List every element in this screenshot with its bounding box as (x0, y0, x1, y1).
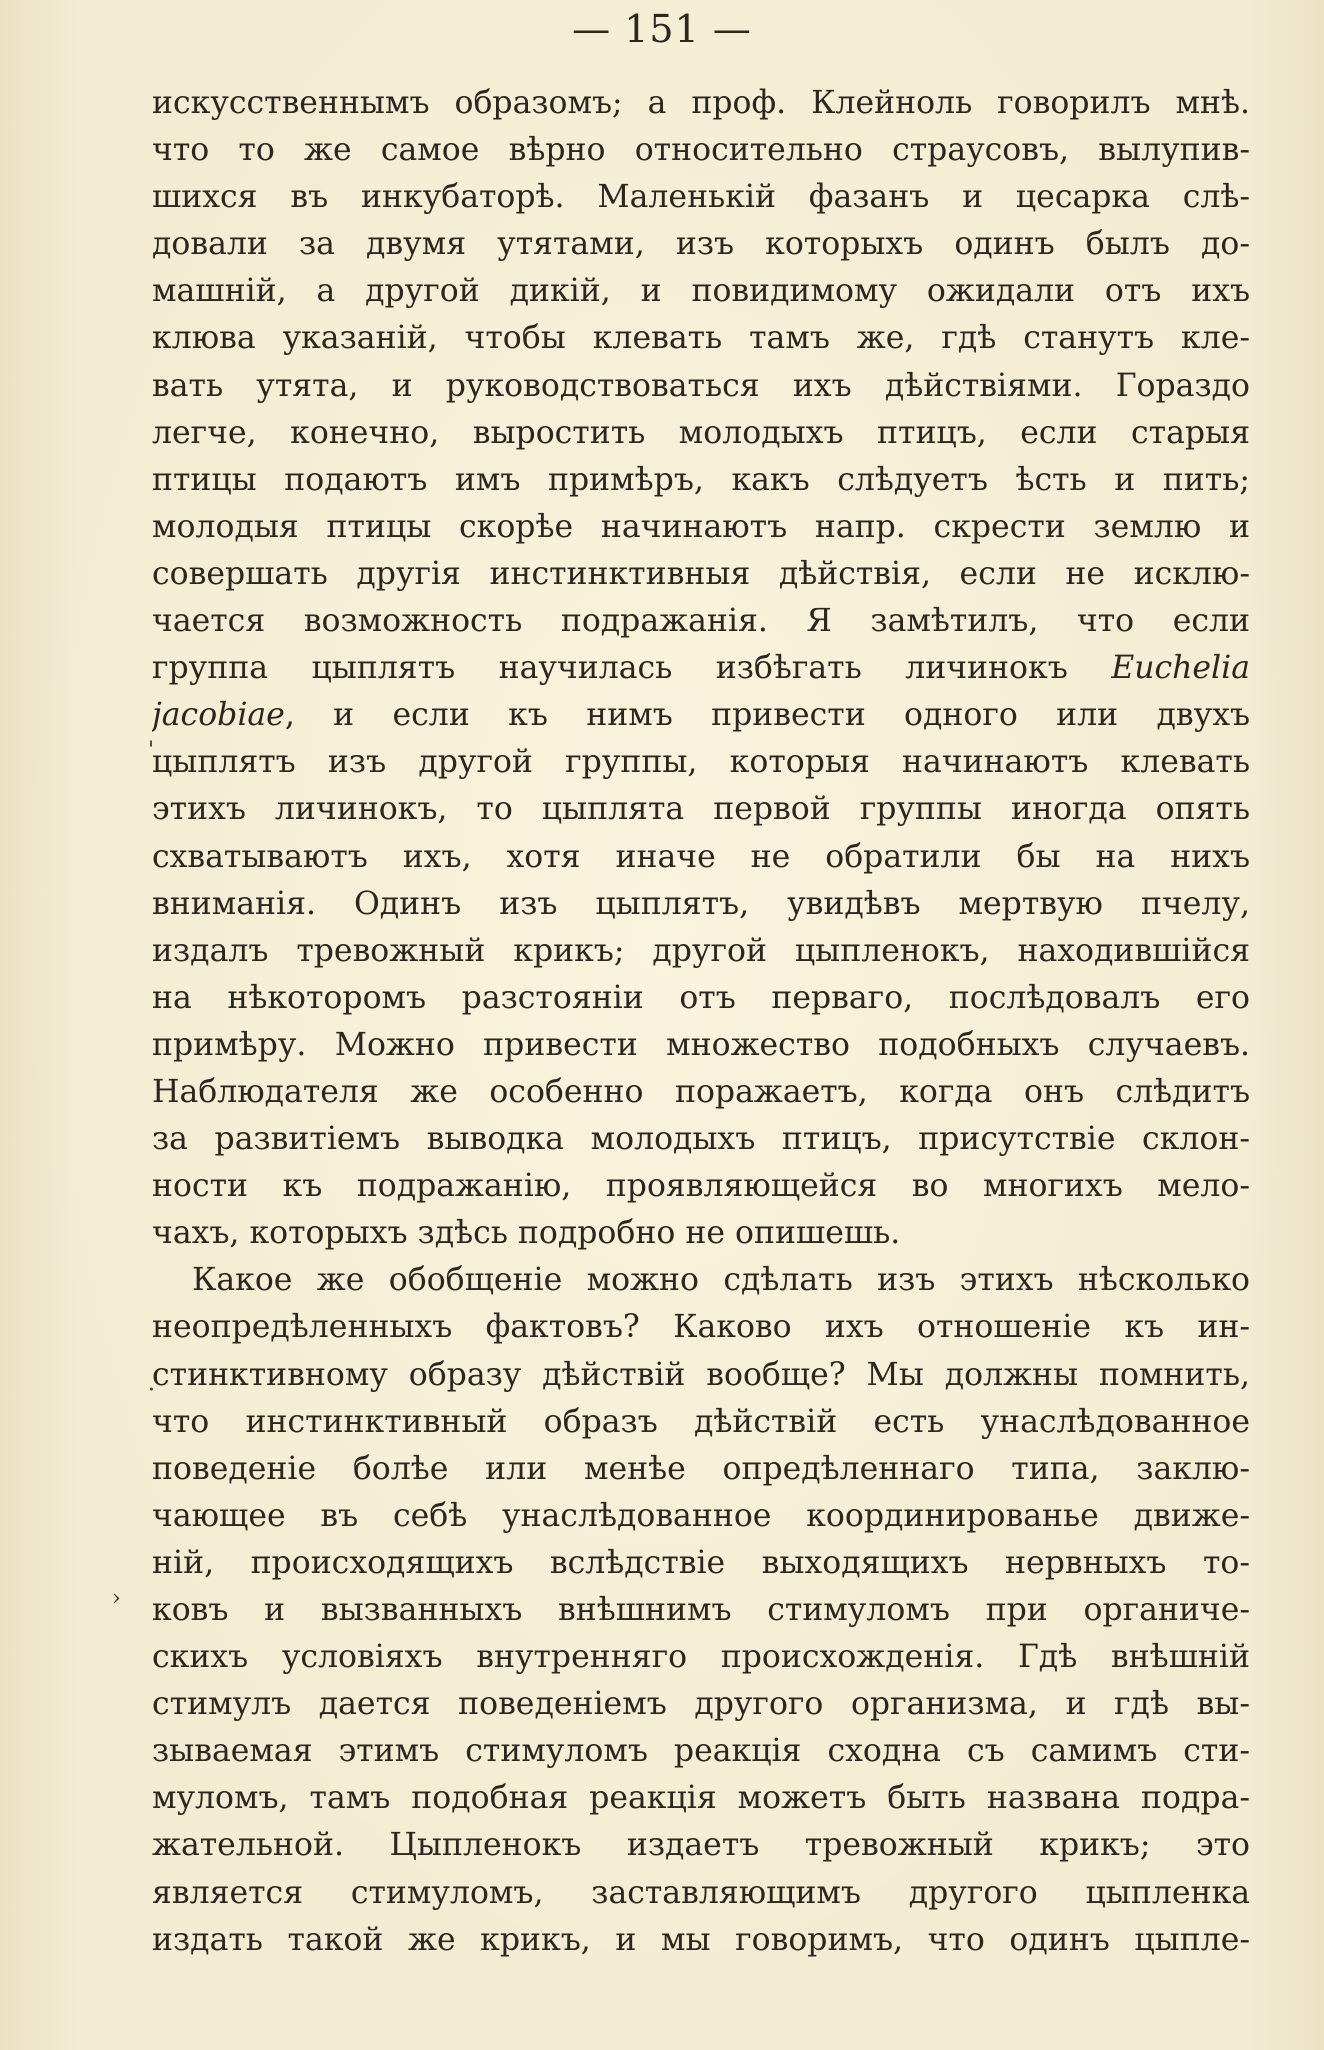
text-line: скихъ условіяхъ внутренняго происхожденія. Гдѣ внѣшній (152, 1639, 1250, 1676)
text-line: клюва указаній, чтобы клевать тамъ же, гдѣ станутъ кле- (152, 320, 1250, 357)
text-line: поведеніе болѣе или менѣе опредѣленнаго типа, заклю- (152, 1450, 1250, 1487)
text-line: чахъ, которыхъ здѣсь подробно не опишешь. (152, 1215, 901, 1252)
text-line: jacobiae, и если къ нимъ привести одного или двухъ (152, 697, 1250, 734)
text-line: муломъ, тамъ подобная реакція можетъ быть названа подра- (152, 1780, 1250, 1817)
text-line: примѣру. Можно привести множество подобныхъ случаевъ. (152, 1026, 1250, 1063)
text-line: ности къ подражанію, проявляющейся во многихъ мело- (152, 1168, 1250, 1205)
text-line: стимулъ дается поведеніемъ другого организма, и гдѣ вы- (152, 1686, 1250, 1723)
text-line: жательной. Цыпленокъ издаетъ тревожный крикъ; это (152, 1827, 1250, 1864)
text-line: издалъ тревожный крикъ; другой цыпленокъ, находившійся (152, 932, 1250, 969)
text-line: что инстинктивный образъ дѣйствій есть унаслѣдованное (152, 1403, 1250, 1440)
text-line: издать такой же крикъ, и мы говоримъ, что одинъ цыпле- (152, 1921, 1250, 1958)
text-line: довали за двумя утятами, изъ которыхъ одинъ былъ до- (152, 226, 1250, 263)
text-line: легче, конечно, выростить молодыхъ птицъ, если старыя (152, 414, 1250, 451)
text-line: за развитіемъ выводка молодыхъ птицъ, присутствіе склон- (152, 1121, 1250, 1158)
text-line: Наблюдателя же особенно поражаетъ, когда онъ слѣдитъ (152, 1073, 1250, 1110)
text-line: шихся въ инкубаторѣ. Маленькій фазанъ и цесарка слѣ- (152, 179, 1250, 216)
text-line: искусственнымъ образомъ; а проф. Клейноль говорилъ мнѣ. (152, 85, 1250, 121)
text-line: чается возможность подражанія. Я замѣтилъ, что если (152, 603, 1250, 640)
text-line: что то же самое вѣрно относительно страусовъ, вылупив- (152, 132, 1250, 169)
text-line: вать утята, и руководствоваться ихъ дѣйствіями. Гораздо (152, 367, 1250, 404)
page-number: — 151 — (572, 7, 752, 51)
text-line: машній, а другой дикій, и повидимому ожидали отъ ихъ (152, 273, 1250, 310)
body-text (152, 80, 1250, 1964)
text-line: Какое же обобщеніе можно сдѣлать изъ этихъ нѣсколько (192, 1262, 1250, 1299)
text-line: молодыя птицы скорѣе начинаютъ напр. скрести землю и (152, 508, 1250, 545)
margin-arrow-mark: › (112, 1586, 121, 1611)
text-line: цыплятъ изъ другой группы, которыя начинаютъ клевать (152, 744, 1250, 781)
text-line: ній, происходящихъ вслѣдствіе выходящихъ нервныхъ то- (152, 1544, 1250, 1581)
text-line: этихъ личинокъ, то цыплята первой группы иногда опять (152, 791, 1250, 828)
margin-tick-mark: ' (148, 738, 155, 763)
text-line: совершать другія инстинктивныя дѣйствія, если не исклю- (152, 555, 1250, 592)
text-line: чающее въ себѣ унаслѣдованное координированье движе- (152, 1497, 1250, 1534)
text-line: вниманія. Одинъ изъ цыплятъ, увидѣвъ мертвую пчелу, (152, 885, 1250, 922)
text-line: птицы подаютъ имъ примѣръ, какъ слѣдуетъ ѣсть и пить; (152, 461, 1250, 498)
text-line: является стимуломъ, заставляющимъ другого цыпленка (152, 1874, 1250, 1911)
text-line: стинктивному образу дѣйствій вообще? Мы должны помнить, (152, 1356, 1250, 1393)
text-line: зываемая этимъ стимуломъ реакція сходна съ самимъ сти- (152, 1733, 1250, 1770)
text-line: ковъ и вызванныхъ внѣшнимъ стимуломъ при органиче- (152, 1592, 1250, 1628)
margin-dot-mark: · (148, 1378, 155, 1403)
text-line: неопредѣленныхъ фактовъ? Каково ихъ отношеніе къ ин- (152, 1309, 1250, 1346)
text-line: на нѣкоторомъ разстояніи отъ перваго, послѣдовалъ его (152, 979, 1250, 1016)
text-line: схватываютъ ихъ, хотя иначе не обратили бы на нихъ (152, 838, 1250, 875)
text-line: группа цыплятъ научилась избѣгать личинокъ Euchelia (152, 650, 1250, 687)
